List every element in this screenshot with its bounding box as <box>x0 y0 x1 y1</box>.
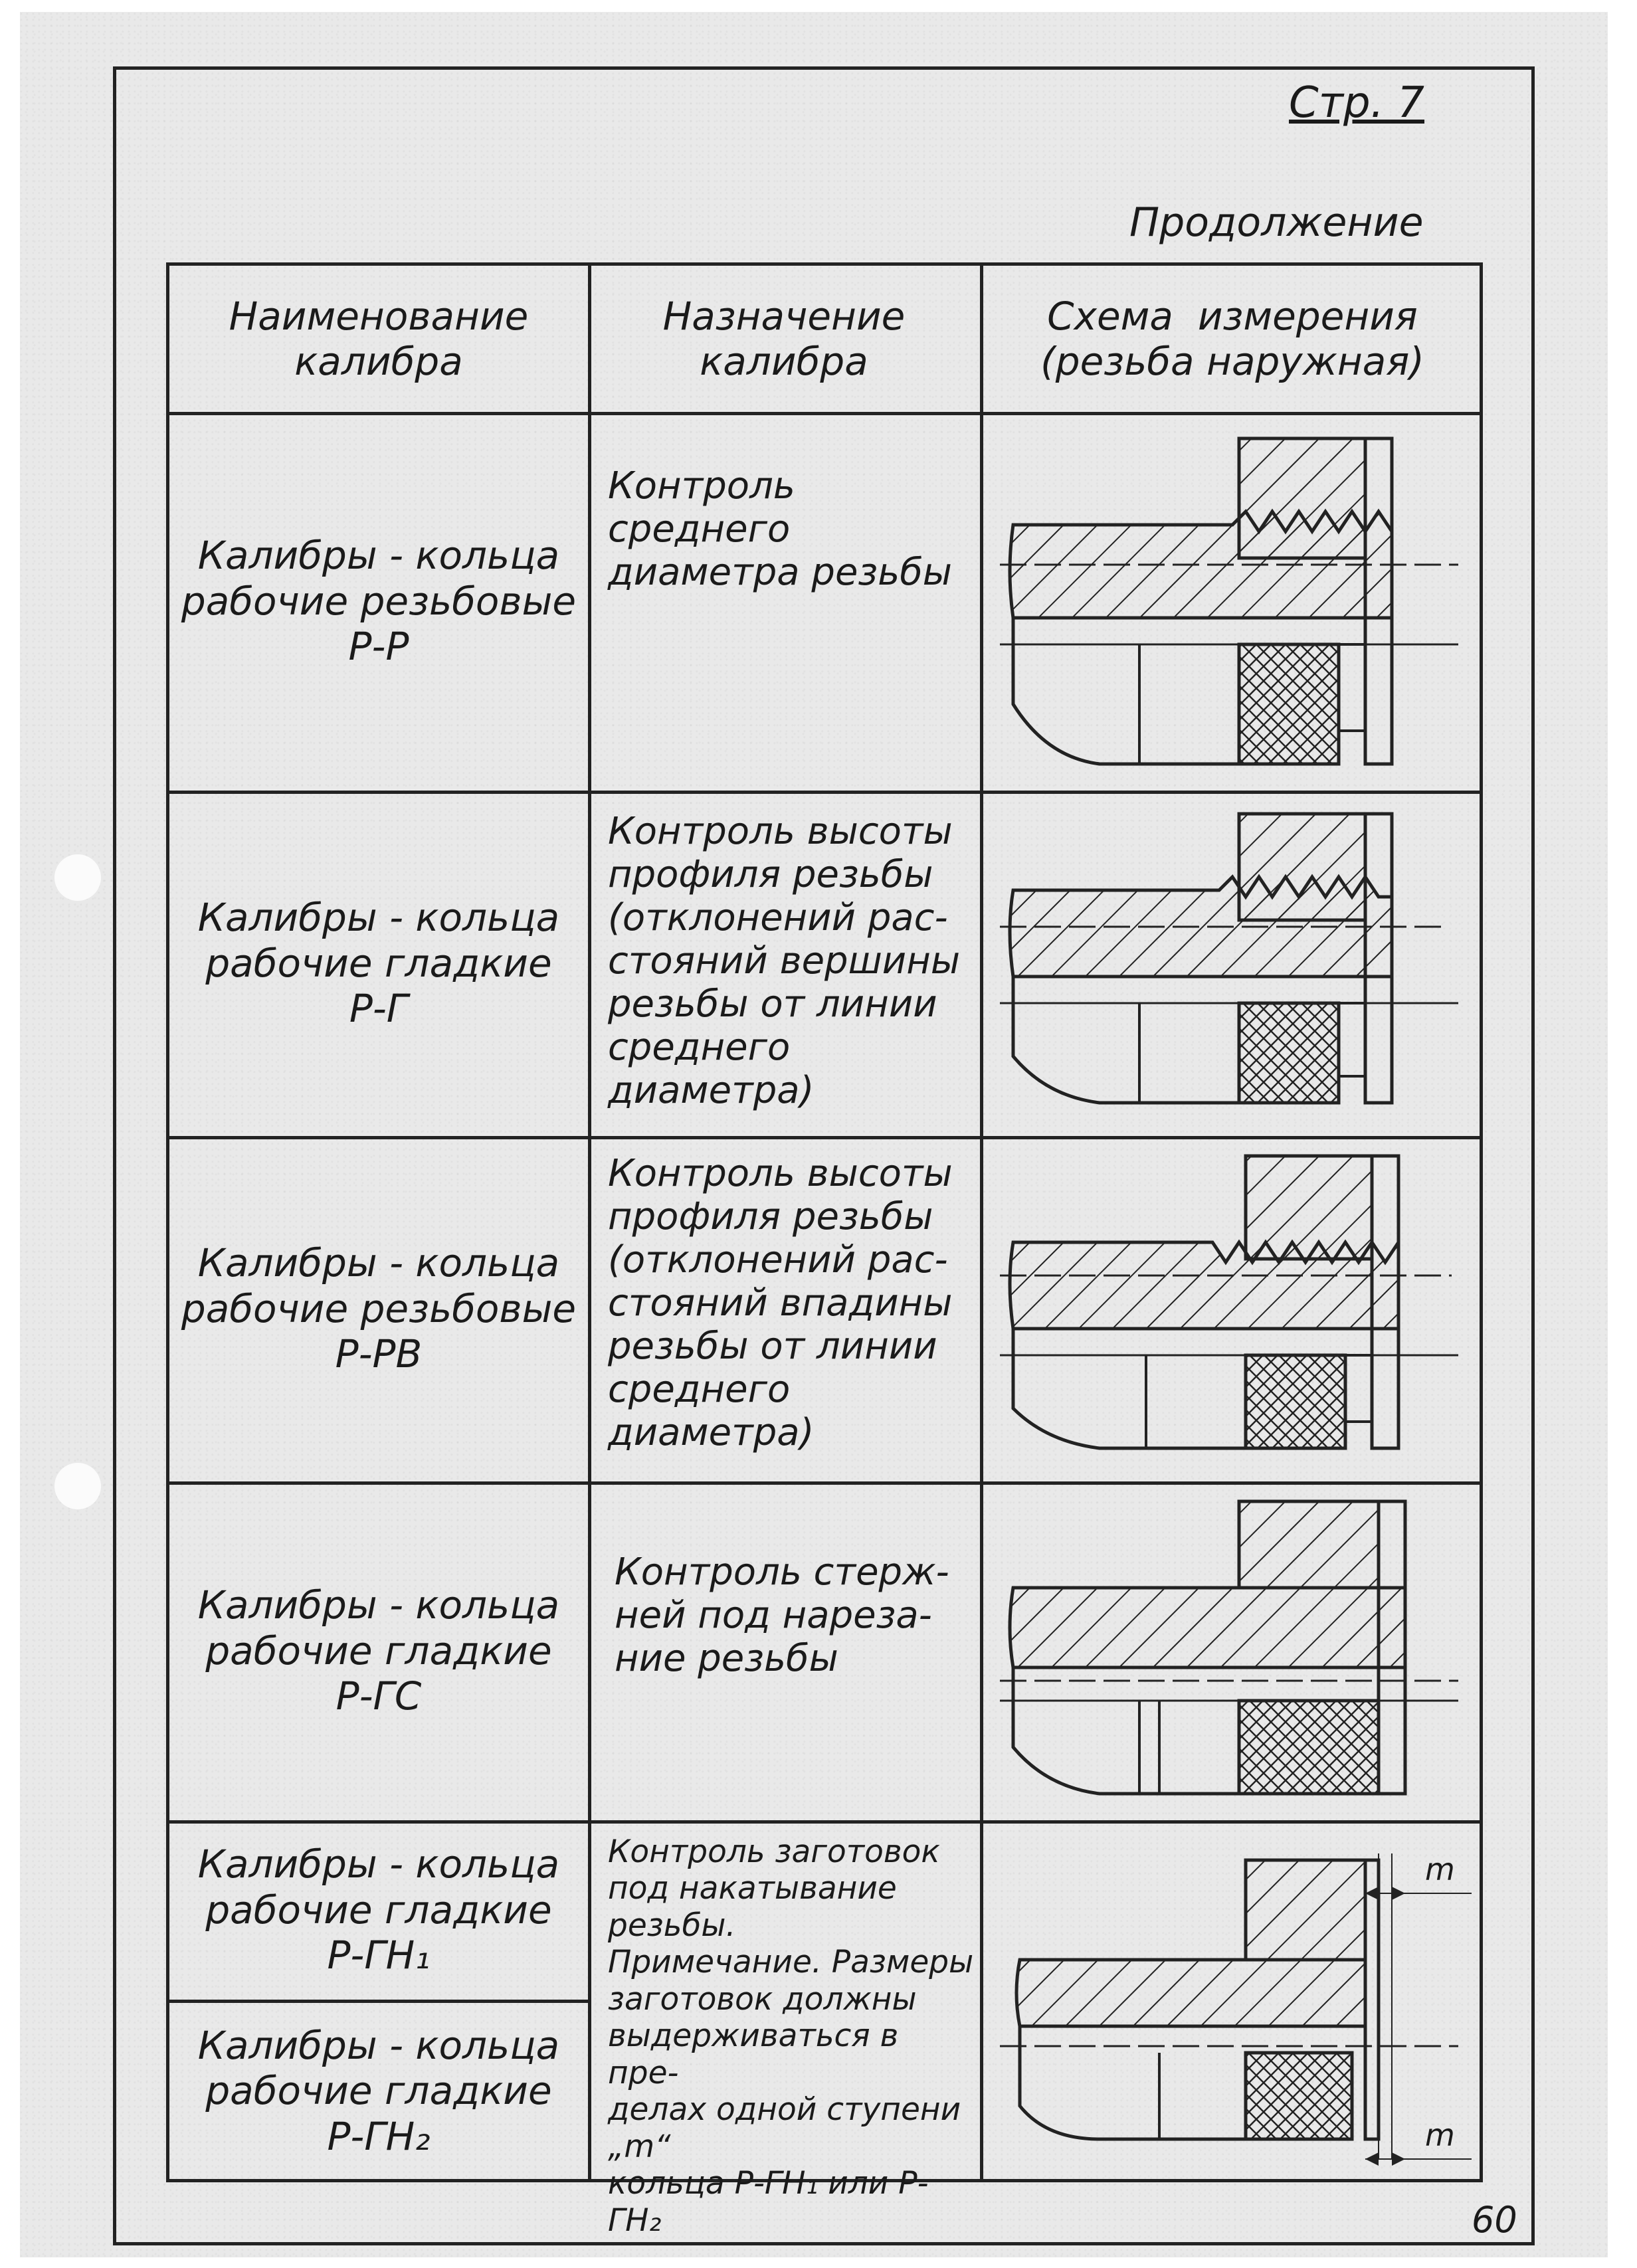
purpose-line: ней под нареза- <box>615 1593 932 1637</box>
header-text: калибра <box>294 339 463 384</box>
note-line: Примечание. Размеры <box>608 1944 974 1981</box>
row-5a-name <box>176 1824 581 1996</box>
blank-rolling-gauge-diagram-icon <box>993 1827 1478 2172</box>
purpose-line: Контроль заготовок <box>608 1834 940 1870</box>
dimension-label-m: m <box>1425 2117 1455 2153</box>
row-4-purpose <box>615 1551 973 1681</box>
row-4-name <box>176 1485 581 1817</box>
name-line: Калибры - кольца <box>197 533 560 579</box>
purpose-line: резьбы от линии <box>608 1324 937 1368</box>
purpose-line: Контроль стерж- <box>615 1551 949 1594</box>
header-text: (резьба наружная) <box>1040 339 1424 384</box>
row-5-purpose <box>608 1834 977 2239</box>
row-3-name <box>176 1139 581 1478</box>
header-text: калибра <box>700 339 868 384</box>
name-line: Калибры - кольца <box>197 1842 560 1887</box>
row-2-purpose <box>608 810 973 1113</box>
name-line: Р-РВ <box>335 1331 423 1377</box>
name-line: Р-ГН₁ <box>327 1933 431 1978</box>
thread-root-gauge-diagram-icon <box>993 1143 1472 1475</box>
thread-crest-gauge-diagram-icon <box>993 797 1472 1129</box>
purpose-line: Контроль высоты <box>608 810 953 853</box>
header-text: Наименование <box>229 293 529 339</box>
header-text: Назначение <box>662 293 906 339</box>
purpose-line: (отклонений рас- <box>608 896 948 939</box>
column-divider <box>588 266 591 2179</box>
name-line: рабочие резьбовые <box>181 578 577 624</box>
row-1-name <box>176 415 581 787</box>
purpose-line: диаметра резьбы <box>608 550 952 594</box>
row-5b-name <box>176 2003 581 2179</box>
name-line: рабочие гладкие <box>205 940 552 986</box>
note-line: заготовок должны <box>608 1980 917 2018</box>
name-line: рабочие гладкие <box>205 1628 552 1673</box>
row-1-purpose <box>608 465 973 595</box>
continuation-label: Продолжение <box>1129 199 1424 246</box>
purpose-line: стояний впадины <box>608 1281 953 1325</box>
name-line: Р-ГН₂ <box>327 2113 431 2159</box>
purpose-line: (отклонений рас- <box>608 1238 948 1281</box>
name-line: Р-Р <box>348 624 409 670</box>
name-line: Калибры - кольца <box>197 1582 560 1628</box>
punch-hole <box>54 1463 101 1509</box>
header-name <box>176 269 581 409</box>
dimension-label-m: m <box>1425 1851 1455 1887</box>
name-line: Р-Г <box>349 986 409 1032</box>
purpose-line: профиля резьбы <box>608 852 933 896</box>
note-line: кольца Р-ГН₁ или Р-ГН₂ <box>608 2165 929 2239</box>
header-purpose <box>595 269 973 409</box>
smooth-rod-gauge-diagram-icon <box>993 1488 1472 1814</box>
purpose-line: Контроль высоты <box>608 1152 953 1195</box>
purpose-line: ние резьбы <box>615 1636 838 1680</box>
purpose-line: Контроль среднего <box>608 464 795 551</box>
page-number: 60 <box>1472 2199 1517 2241</box>
thread-ring-gauge-diagram-icon <box>993 425 1472 784</box>
header-text: Схема измерения <box>1047 293 1418 339</box>
note-line: выдерживаться в пре- <box>608 2018 899 2091</box>
gauge-table <box>166 262 1483 2239</box>
name-line: Калибры - кольца <box>197 2022 560 2068</box>
purpose-line: среднего диаметра) <box>608 1367 815 1454</box>
purpose-line: резьбы от линии <box>608 982 937 1026</box>
name-line: Калибры - кольца <box>197 1240 560 1286</box>
name-line: Р-ГС <box>336 1673 422 1719</box>
column-divider <box>980 266 983 2179</box>
row-2-name <box>176 794 581 1133</box>
purpose-line: профиля резьбы <box>608 1194 933 1238</box>
note-line: делах одной ступени „m“ <box>608 2091 961 2165</box>
purpose-line: стояний вершины <box>608 939 961 983</box>
punch-hole <box>54 854 101 901</box>
purpose-line: резьбы. <box>608 1907 736 1944</box>
name-line: Калибры - кольца <box>197 895 560 941</box>
row-3-purpose <box>608 1153 973 1455</box>
name-line: рабочие гладкие <box>205 2068 552 2114</box>
name-line: рабочие резьбовые <box>181 1285 577 1331</box>
name-line: рабочие гладкие <box>205 1887 552 1933</box>
header-scheme <box>987 269 1478 409</box>
purpose-line: под накатывание <box>608 1870 897 1907</box>
page-label: Стр. 7 <box>1289 78 1424 128</box>
purpose-line: среднего диаметра) <box>608 1025 815 1112</box>
